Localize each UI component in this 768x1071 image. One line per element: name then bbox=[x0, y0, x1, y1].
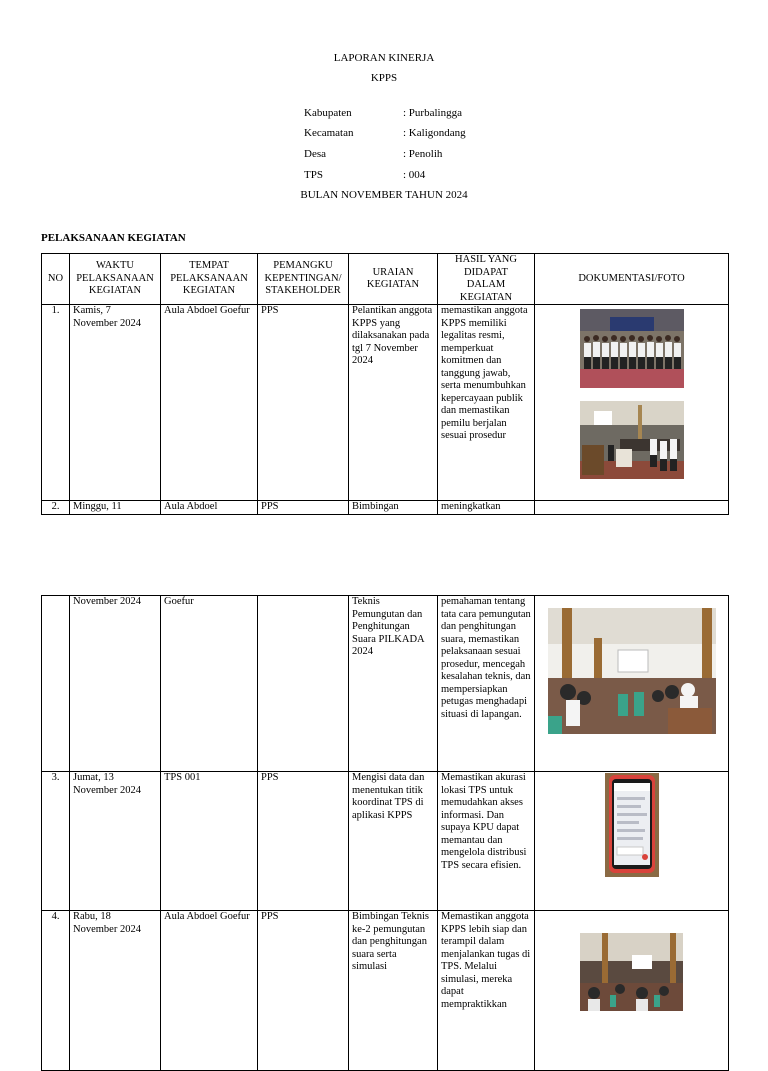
info-value: : Penolih bbox=[403, 148, 443, 160]
cell-hasil: pemahaman tentang tata cara pemungutan dan penghitungan suara, memastikan pelaksanaan sesuai prosedur, mencegah kesalahan teknis, dan mempersiapkan petugas menghadapi situasi di lapangan. bbox=[438, 596, 535, 772]
cell-hasil: meningkatkan bbox=[438, 501, 535, 515]
info-value: : Purbalingga bbox=[403, 107, 462, 119]
cell-stakeholder bbox=[258, 596, 349, 772]
cell-tempat: Aula Abdoel bbox=[161, 501, 258, 515]
column-header: URAIAN KEGIATAN bbox=[349, 254, 438, 305]
cell-stakeholder: PPS bbox=[258, 305, 349, 501]
table-row bbox=[42, 772, 729, 911]
cell-waktu: Rabu, 18 November 2024 bbox=[70, 911, 161, 1071]
cell-hasil: memastikan anggota KPPS memiliki legalitas resmi, memperkuat komitmen dan tanggung jawab, serta menumbuhkan kepercayaan publik dan memastikan pemilu berjalan sesuai prosedur bbox=[438, 305, 535, 501]
simulation-photo-icon bbox=[580, 933, 683, 1011]
cell-foto bbox=[535, 772, 729, 911]
cell-uraian: Teknis Pemungutan dan Penghitungan Suara PILKADA 2024 bbox=[349, 596, 438, 772]
column-header: TEMPAT PELAKSANAAN KEGIATAN bbox=[161, 254, 258, 305]
table-row bbox=[42, 911, 729, 1071]
cell-foto bbox=[535, 305, 729, 501]
report-title: LAPORAN KINERJA bbox=[333, 52, 435, 64]
report-subtitle: KPPS bbox=[370, 72, 398, 84]
row-number bbox=[42, 596, 70, 772]
column-header: NO bbox=[42, 254, 70, 305]
activity-table bbox=[41, 253, 729, 515]
info-value: : Kaligondang bbox=[403, 127, 466, 139]
cell-stakeholder: PPS bbox=[258, 772, 349, 911]
info-label: Desa bbox=[304, 148, 326, 160]
cell-waktu: November 2024 bbox=[70, 596, 161, 772]
cell-waktu: Minggu, 11 bbox=[70, 501, 161, 515]
cell-uraian: Bimbingan Teknis ke-2 pemungutan dan penghitungan suara serta simulasi bbox=[349, 911, 438, 1071]
group-photo-icon bbox=[580, 309, 684, 388]
row-number: 1. bbox=[42, 305, 70, 501]
info-label: Kabupaten bbox=[304, 107, 352, 119]
cell-foto bbox=[535, 596, 729, 772]
cell-stakeholder: PPS bbox=[258, 911, 349, 1071]
cell-waktu: Kamis, 7 November 2024 bbox=[70, 305, 161, 501]
cell-tempat: TPS 001 bbox=[161, 772, 258, 911]
cell-hasil: Memastikan akurasi lokasi TPS untuk memudahkan akses informasi. Dan supaya KPU dapat memantau dan mengelola distribusi TPS secara efisien. bbox=[438, 772, 535, 911]
info-label: TPS bbox=[304, 169, 323, 181]
info-label: Kecamatan bbox=[304, 127, 354, 139]
cell-foto bbox=[535, 911, 729, 1071]
cell-uraian: Bimbingan bbox=[349, 501, 438, 515]
column-header: WAKTU PELAKSANAAN KEGIATAN bbox=[70, 254, 161, 305]
column-header: PEMANGKU KEPENTINGAN/ STAKEHOLDER bbox=[258, 254, 349, 305]
row-number: 4. bbox=[42, 911, 70, 1071]
table-row bbox=[42, 501, 729, 515]
cell-tempat: Aula Abdoel Goefur bbox=[161, 911, 258, 1071]
column-header: DOKUMENTASI/FOTO bbox=[535, 254, 729, 305]
table-row bbox=[42, 596, 729, 772]
table-header-row bbox=[42, 254, 729, 305]
cell-tempat: Aula Abdoel Goefur bbox=[161, 305, 258, 501]
cell-uraian: Mengisi data dan menentukan titik koordinat TPS di aplikasi KPPS bbox=[349, 772, 438, 911]
meeting-photo-icon bbox=[580, 401, 684, 479]
cell-tempat: Goefur bbox=[161, 596, 258, 772]
table-row bbox=[42, 305, 729, 501]
column-header: HASIL YANG DIDAPAT DALAM KEGIATAN bbox=[438, 254, 535, 305]
cell-foto bbox=[535, 501, 729, 515]
cell-uraian: Pelantikan anggota KPPS yang dilaksanakan pada tgl 7 November 2024 bbox=[349, 305, 438, 501]
phone-app-screenshot-icon bbox=[605, 773, 659, 877]
row-number: 2. bbox=[42, 501, 70, 515]
cell-waktu: Jumat, 13 November 2024 bbox=[70, 772, 161, 911]
info-value: : 004 bbox=[403, 169, 426, 181]
cell-stakeholder: PPS bbox=[258, 501, 349, 515]
cell-hasil: Memastikan anggota KPPS lebih siap dan terampil dalam menjalankan tugas di TPS. Melalui simulasi, mereka dapat mempraktikkan bbox=[438, 911, 535, 1071]
section-title: PELAKSANAAN KEGIATAN bbox=[41, 232, 186, 244]
training-hall-photo-icon bbox=[548, 608, 716, 734]
row-number: 3. bbox=[42, 772, 70, 911]
report-period: BULAN NOVEMBER TAHUN 2024 bbox=[300, 189, 468, 201]
activity-table-continued bbox=[41, 595, 729, 1071]
